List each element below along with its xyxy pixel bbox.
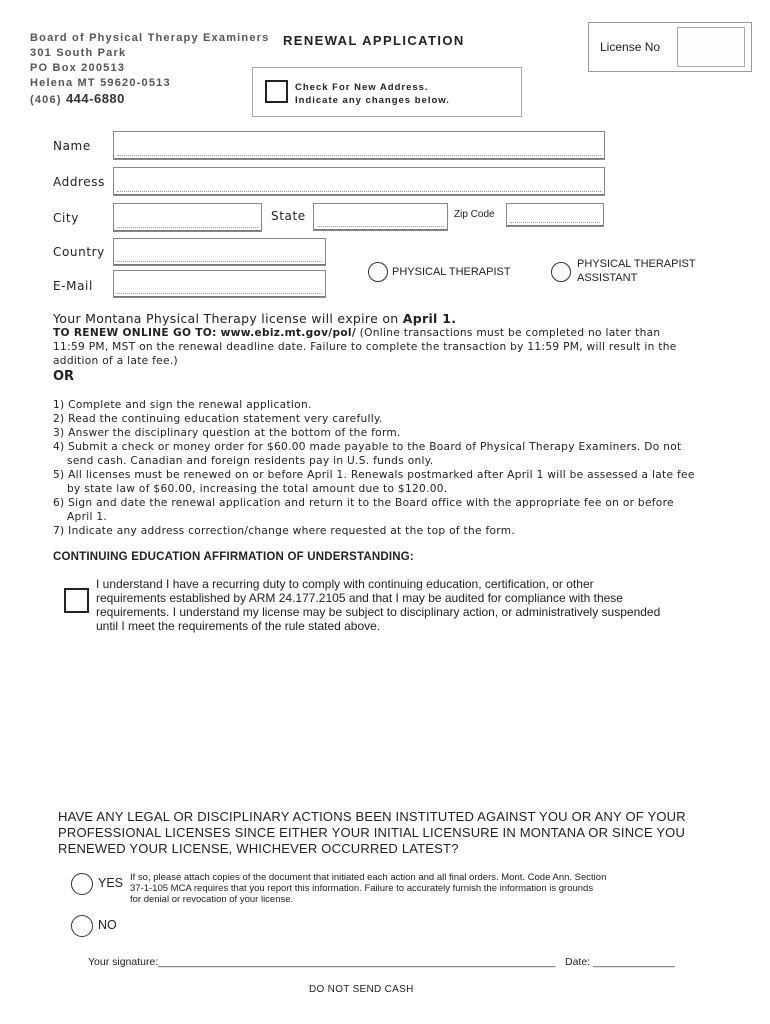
pt-assistant-radio[interactable] bbox=[551, 262, 571, 282]
ce-affirmation-checkbox[interactable] bbox=[64, 588, 89, 613]
step-item: 4) Submit a check or money order for $60.00 made payable to the Board of Physical Therapy Examiners. Do not bbox=[53, 441, 682, 453]
email-field[interactable] bbox=[113, 270, 326, 298]
new-address-label: Check For New Address. Indicate any changes below. bbox=[295, 82, 450, 106]
board-city: Helena MT 59620-0513 bbox=[30, 77, 171, 89]
step-item: 5) All licenses must be renewed on or before April 1. Renewals postmarked after April 1 will be assessed a late fee bbox=[53, 469, 695, 481]
step-item: 1) Complete and sign the renewal application. bbox=[53, 399, 312, 411]
license-number-input[interactable] bbox=[677, 27, 745, 67]
ce-heading: CONTINUING EDUCATION AFFIRMATION OF UNDERSTANDING: bbox=[53, 551, 414, 563]
date-label: Date: bbox=[565, 956, 591, 968]
state-field[interactable] bbox=[313, 203, 448, 231]
ce-affirmation-text: I understand I have a recurring duty to comply with continuing education, certification, or other requirements established by ARM 24.177.2105 and that I may be audited for compliance with these requirements. I understand my license may be subject to disciplinary action, or administratively suspended until I meet the requirements of the rule stated above. bbox=[96, 577, 661, 633]
signature-row bbox=[88, 956, 555, 968]
board-phone bbox=[30, 91, 280, 108]
address-label: Address bbox=[53, 175, 105, 189]
footer-notice: DO NOT SEND CASH bbox=[309, 984, 414, 995]
expiration-date: April 1. bbox=[402, 311, 457, 326]
country-field[interactable] bbox=[113, 238, 326, 266]
state-label: State bbox=[271, 209, 306, 223]
no-radio[interactable] bbox=[71, 915, 93, 937]
step-item-continued: send cash. Canadian and foreign residents pay in U.S. funds only. bbox=[67, 455, 434, 467]
form-title: RENEWAL APPLICATION bbox=[283, 33, 465, 48]
physical-therapist-label: PHYSICAL THERAPIST bbox=[392, 266, 511, 278]
city-field[interactable] bbox=[113, 203, 262, 232]
renew-online-notice: TO RENEW ONLINE GO TO: www.ebiz.mt.gov/pol/ (Online transactions must be completed no later than 11:59 PM, MST on the renewal deadline date. Failure to complete the transaction by 11:59 PM, will result in the addition of a late fee.) bbox=[53, 327, 677, 367]
country-label: Country bbox=[53, 245, 105, 259]
physical-therapist-radio[interactable] bbox=[368, 262, 388, 282]
new-address-checkbox[interactable] bbox=[265, 80, 288, 103]
renewal-steps bbox=[53, 398, 753, 538]
expiration-notice: Your Montana Physical Therapy license will expire on April 1. bbox=[53, 311, 457, 326]
step-item: 6) Sign and date the renewal application and return it to the Board office with the appropriate fee on or before bbox=[53, 497, 674, 509]
step-item: 7) Indicate any address correction/change where requested at the top of the form. bbox=[53, 525, 516, 537]
board-address bbox=[30, 31, 280, 108]
signature-line[interactable]: ____________________________________________________________________ bbox=[158, 956, 556, 968]
name-field[interactable] bbox=[113, 131, 605, 160]
yes-label: YES bbox=[98, 876, 124, 890]
step-item: 3) Answer the disciplinary question at the bottom of the form. bbox=[53, 427, 401, 439]
yes-radio[interactable] bbox=[71, 873, 93, 895]
zip-field[interactable] bbox=[506, 203, 604, 227]
yes-instructions: If so, please attach copies of the document that initiated each action and all final orders. Mont. Code Ann. Section 37-1-105 MCA requires that you report this information. Failure to accurately furnish the information is grounds for denial or revocation of your license. bbox=[130, 872, 607, 905]
step-item: 2) Read the continuing education statement very carefully. bbox=[53, 413, 383, 425]
date-line[interactable]: ______________ bbox=[593, 956, 675, 968]
step-item-continued: by state law of $60.00, increasing the total amount due to $120.00. bbox=[67, 483, 448, 495]
zip-label: Zip Code bbox=[454, 209, 495, 220]
board-name: Board of Physical Therapy Examiners bbox=[30, 32, 270, 44]
board-street: 301 South Park bbox=[30, 47, 127, 59]
signature-label: Your signature: bbox=[88, 956, 159, 968]
no-label: NO bbox=[98, 918, 117, 932]
or-divider: OR bbox=[53, 369, 75, 384]
address-field[interactable] bbox=[113, 167, 605, 196]
pt-assistant-label: PHYSICAL THERAPIST ASSISTANT bbox=[577, 258, 696, 284]
step-item-continued: April 1. bbox=[67, 511, 108, 523]
email-label: E-Mail bbox=[53, 279, 93, 293]
city-label: City bbox=[53, 211, 79, 225]
new-address-box bbox=[252, 67, 522, 117]
phone-number: 444-6880 bbox=[65, 91, 125, 106]
license-number-label: License No bbox=[600, 40, 661, 54]
renew-online-link[interactable]: TO RENEW ONLINE GO TO: www.ebiz.mt.gov/pol/ bbox=[53, 327, 357, 339]
license-number-box bbox=[588, 22, 752, 72]
name-label: Name bbox=[53, 139, 91, 153]
date-row bbox=[565, 956, 675, 968]
phone-area: (406) bbox=[30, 94, 62, 106]
board-pobox: PO Box 200513 bbox=[30, 62, 126, 74]
disciplinary-question: HAVE ANY LEGAL OR DISCIPLINARY ACTIONS BEEN INSTITUTED AGAINST YOU OR ANY OF YOUR PROFESSIONAL LICENSES SINCE EITHER YOUR INITIAL LICENSURE IN MONTANA OR SINCE YOU RENEWED YOUR LICENSE, WHICHEVER OCCURRED LATEST? bbox=[58, 809, 686, 856]
